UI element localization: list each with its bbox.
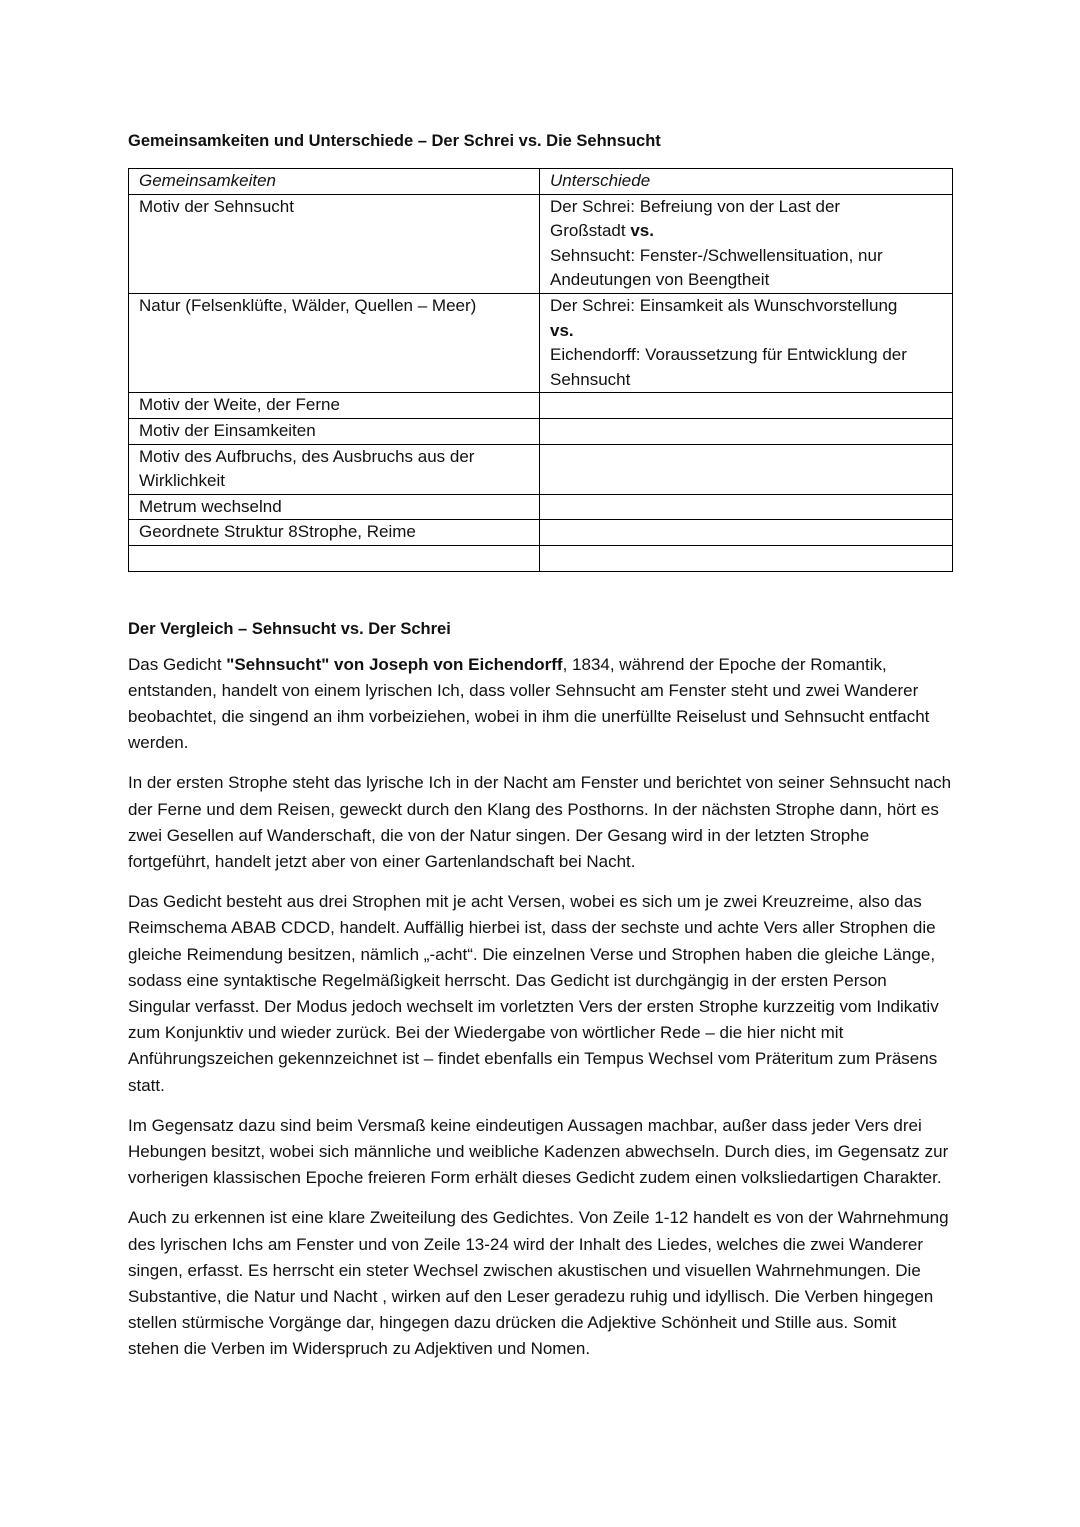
table-row <box>129 418 953 444</box>
cell-line: Sehnsucht <box>550 369 631 389</box>
table-row <box>129 194 953 293</box>
table-cell <box>540 293 953 392</box>
column-header-unterschiede: Unterschiede <box>540 169 953 195</box>
section-title-comparison-table: Gemeinsamkeiten und Unterschiede – Der Schrei vs. Die Sehnsucht <box>128 132 661 150</box>
paragraph-text: , 1834, während der Epoche der Romantik, entstanden, handelt von einem lyrischen Ich, dass voller Sehnsucht am Fenster steht und zwei Wanderer beobachtet, die singend an ihm vorbeiziehen, wobei in ihm die unerfüllte Reiselust und Sehnsucht entfacht werden. <box>128 654 930 753</box>
table-row <box>129 494 953 520</box>
paragraph: In der ersten Strophe steht das lyrische Ich in der Nacht am Fenster und berichtet von seiner Sehnsucht nach der Ferne und dem Reisen, geweckt durch den Klang des Posthorns. In der nächsten Strophe dann, hört es zwei Gesellen auf Wanderschaft, die von der Natur singen. Der Gesang wird in der letzten Strophe fortgeführt, handelt jetzt aber von einer Gartenlandschaft bei Nacht. <box>128 773 952 871</box>
table-cell <box>540 194 953 293</box>
table-cell <box>540 520 953 546</box>
cell-line: Der Schrei: Einsamkeit als Wunschvorstellung <box>550 295 898 315</box>
table-cell <box>129 545 540 571</box>
table-cell: Motiv der Weite, der Ferne <box>129 393 540 419</box>
paragraph-bold-text: "Sehnsucht" von Joseph von Eichendorff <box>226 654 563 674</box>
cell-line: Andeutungen von Beengtheit <box>550 270 770 290</box>
cell-line: Eichendorff: Voraussetzung für Entwicklung der <box>550 345 907 365</box>
cell-line: Motiv des Aufbruchs, des Ausbruchs aus der <box>139 446 475 466</box>
paragraph-text: Das Gedicht <box>128 654 227 674</box>
table-cell <box>540 444 953 494</box>
cell-line: Der Schrei: Befreiung von der Last der <box>550 196 841 216</box>
table-cell <box>540 545 953 571</box>
cell-line: Sehnsucht: Fenster-/Schwellensituation, nur <box>550 245 883 265</box>
paragraph: Auch zu erkennen ist eine klare Zweiteilung des Gedichtes. Von Zeile 1-12 handelt es von der Wahrnehmung des lyrischen Ichs am Fenster und von Zeile 13-24 wird der Inhalt des Liedes, welches die zwei Wanderer singen, erfasst. Es herrscht ein steter Wechsel zwischen akustischen und visuellen Wahrnehmungen. Die Substantive, die Natur und Nacht , wirken auf den Leser geradezu ruhig und idyllisch. Die Verben hingegen stellen stürmische Vorgänge dar, hingegen dazu drücken die Adjektive Schönheit und Stille aus. Somit stehen die Verben im Widerspruch zu Adjektiven und Nomen. <box>128 1208 949 1359</box>
cell-line-bold: vs. <box>630 221 654 241</box>
table-cell: Motiv der Sehnsucht <box>129 194 540 293</box>
table-cell: Natur (Felsenklüfte, Wälder, Quellen – Meer) <box>129 293 540 392</box>
table-cell <box>540 494 953 520</box>
section-title-comparison-essay: Der Vergleich – Sehnsucht vs. Der Schrei <box>128 619 451 638</box>
paragraph-intro <box>128 652 952 757</box>
cell-line: Großstadt <box>550 221 626 241</box>
table-cell: Metrum wechselnd <box>129 494 540 520</box>
cell-line: Wirklichkeit <box>139 471 225 491</box>
table-row <box>129 444 953 494</box>
table-cell: Geordnete Struktur 8Strophe, Reime <box>129 520 540 546</box>
table-cell <box>540 418 953 444</box>
table-cell <box>129 444 540 494</box>
table-row <box>129 393 953 419</box>
table-row <box>129 293 953 392</box>
table-cell: Motiv der Einsamkeiten <box>129 418 540 444</box>
document-page <box>128 128 952 1377</box>
table-row <box>129 520 953 546</box>
paragraph: Im Gegensatz dazu sind beim Versmaß keine eindeutigen Aussagen machbar, außer dass jeder Vers drei Hebungen besitzt, wobei sich männliche und weibliche Kadenzen abwechseln. Durch dies, im Gegensatz zur vorherigen klassischen Epoche freieren Form erhält dieses Gedicht zudem einen volksliedartigen Charakter. <box>128 1115 949 1188</box>
table-cell <box>540 393 953 419</box>
cell-line-bold: vs. <box>550 320 574 340</box>
table-header-row <box>129 169 953 195</box>
paragraph: Das Gedicht besteht aus drei Strophen mit je acht Versen, wobei es sich um je zwei Kreuzreime, also das Reimschema ABAB CDCD, handelt. Auffällig hierbei ist, dass der sechste und achte Vers aller Strophen die gleiche Reimendung besitzen, nämlich „-acht“. Die einzelnen Verse und Strophen haben die gleiche Länge, sodass eine syntaktische Regelmäßigkeit herrscht. Das Gedicht ist durchgängig in der ersten Person Singular verfasst. Der Modus jedoch wechselt im vorletzten Vers der ersten Strophe kurzzeitig vom Indikativ zum Konjunktiv und wieder zurück. Bei der Wiedergabe von wörtlicher Rede – die hier nicht mit Anführungszeichen gekennzeichnet ist – findet ebenfalls ein Tempus Wechsel vom Präteritum zum Präsens statt. <box>128 892 939 1095</box>
comparison-table <box>128 168 953 572</box>
column-header-gemeinsamkeiten: Gemeinsamkeiten <box>129 169 540 195</box>
table-row-empty <box>129 545 953 571</box>
